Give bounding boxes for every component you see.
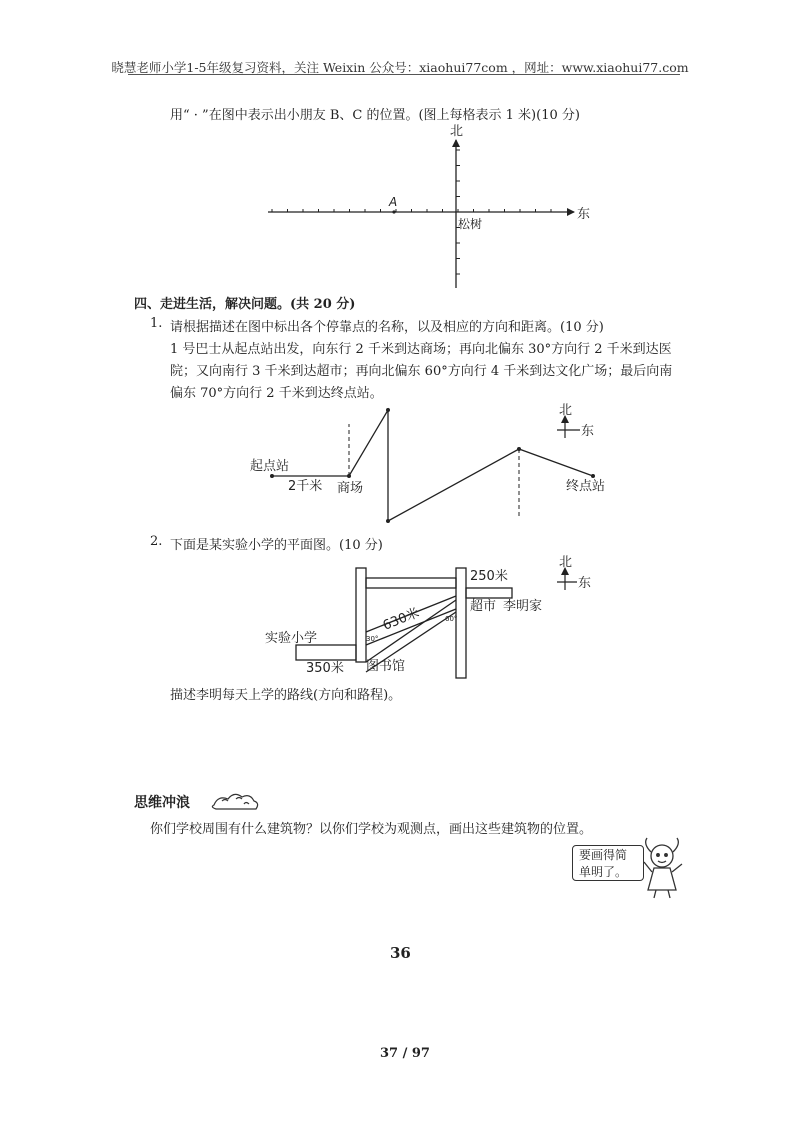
distance-630m-label: 630米 (380, 605, 422, 634)
section-4-title: 四、走进生活，解决问题。(共 20 分) (134, 297, 356, 312)
road-250m (466, 588, 512, 598)
distance-250m-label: 250米 (470, 569, 508, 584)
cartoon-girl-icon (644, 838, 682, 898)
road-vertical-right (456, 568, 466, 678)
coordinate-grid-figure (268, 124, 590, 288)
start-station-label: 起点站 (250, 459, 290, 474)
compass-north-label: 北 (559, 403, 573, 418)
culture-square-stop-dot (517, 447, 521, 451)
school-label: 实验小学 (265, 631, 318, 646)
road-350m (296, 645, 356, 660)
compass-east-label: 东 (581, 424, 595, 439)
distance-350m-label: 350米 (306, 661, 344, 676)
origin-label: 松树 (458, 217, 483, 231)
library-label: 图书馆 (366, 659, 406, 674)
q2-title: 下面是某实验小学的平面图。(10 分) (170, 538, 383, 553)
road-vertical-left (356, 568, 366, 662)
header-text: 晓慧老师小学1-5年级复习资料，关注 Weixin 公众号：xiaohui77com ，网址：www.xiaohui77.com (111, 60, 689, 75)
q1-number: 1. (150, 316, 163, 331)
bus-route-line (272, 410, 593, 521)
q1-title: 请根据描述在图中标出各个停靠点的名称，以及相应的方向和距离。(10 分) (170, 320, 604, 335)
point-a-dot (392, 210, 395, 213)
school-plan-labels (265, 555, 591, 676)
supermarket-stop-dot (386, 519, 390, 523)
home-label: 李明家 (503, 599, 543, 614)
plan-compass-east-label: 东 (578, 576, 592, 591)
bus-route-figure (250, 403, 605, 523)
distance-2km-label: 2千米 (288, 479, 323, 494)
mall-stop-dot (347, 474, 351, 478)
speech-line-2: 单明了。 (579, 865, 628, 879)
hospital-stop-dot (386, 408, 390, 412)
end-stop-dot (591, 474, 595, 478)
end-station-label: 终点站 (566, 479, 606, 494)
start-stop-dot (270, 474, 274, 478)
q2-number: 2. (150, 534, 163, 549)
q1-description-line-1: 1 号巴士从起点站出发，向东行 2 千米到达商场；再向北偏东 30°方向行 2 千米到达医 (170, 342, 672, 357)
mall-label: 商场 (337, 481, 364, 496)
cloud-icon (212, 794, 257, 809)
angle-60-label: 60° (445, 615, 458, 623)
speech-line-1: 要画得简 (579, 848, 628, 862)
thinking-section-title: 思维冲浪 (134, 795, 190, 811)
q1-description-line-3: 偏东 70°方向行 2 千米到达终点站。 (170, 386, 383, 401)
speech-bubble (572, 845, 644, 881)
q1-description-line-2: 院；又向南行 3 千米到达超市；再向北偏东 60°方向行 4 千米到达文化广场；最后向南 (170, 364, 673, 379)
q2-question: 描述李明每天上学的路线(方向和路程)。 (170, 688, 402, 703)
plot-instruction: 用“ · ”在图中表示出小朋友 B、C 的位置。(图上每格表示 1 米)(10 分) (170, 108, 580, 123)
point-a-label: A (389, 195, 398, 209)
pagination: 37 / 97 (380, 1046, 430, 1061)
plan-compass-north-label: 北 (559, 555, 573, 570)
east-label: 东 (577, 207, 591, 222)
road-top (366, 578, 456, 588)
page-number: 36 (390, 944, 411, 962)
supermarket-label: 超市 (470, 599, 497, 614)
angle-30-label: 30° (366, 635, 379, 643)
north-label: 北 (450, 124, 464, 139)
thinking-question: 你们学校周围有什么建筑物？以你们学校为观测点，画出这些建筑物的位置。 (150, 822, 593, 837)
